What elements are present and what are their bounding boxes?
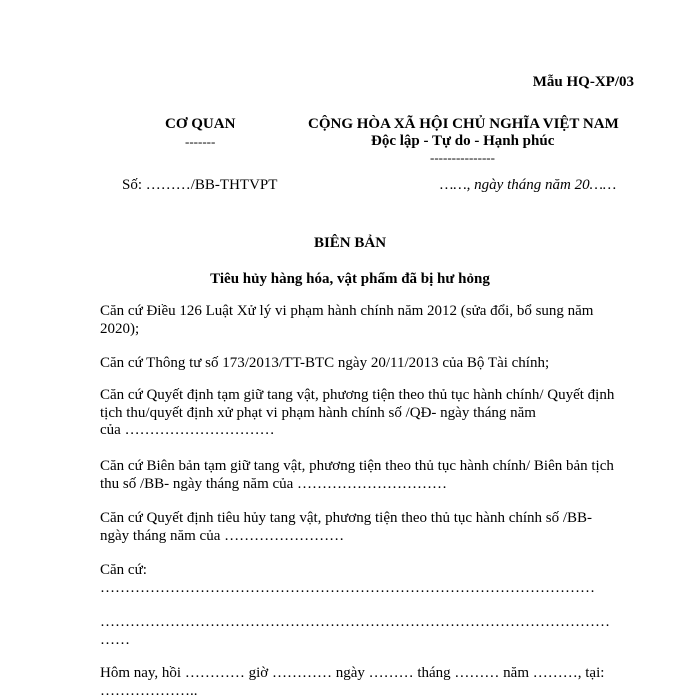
paragraph-seizure-record <box>100 458 630 493</box>
paragraph-legal-basis-circular <box>100 355 630 373</box>
text-line: Căn cứ Quyết định tạm giữ tang vật, phương tiện theo thủ tục hành chính/ Quyết định <box>100 387 615 403</box>
document-number: Số: ………/BB-THTVPT <box>122 177 278 193</box>
paragraph-seizure-decision <box>100 387 630 440</box>
document-title: BIÊN BẢN <box>313 235 387 251</box>
agency-name: CƠ QUAN <box>165 116 236 132</box>
text-line: Căn cứ Biên bản tạm giữ tang vật, phương tiện theo thủ tục hành chính/ Biên bản tịch <box>100 458 614 474</box>
document-subtitle: Tiêu hủy hàng hóa, vật phẩm đã bị hư hỏng <box>210 271 490 287</box>
text-line: tịch thu/quyết định xử phạt vi phạm hành chính số /QĐ- ngày tháng năm <box>100 404 536 421</box>
paragraph-time-place <box>100 665 630 700</box>
text-line: ngày tháng năm của …………………… <box>100 527 345 544</box>
text-line: Căn cứ: <box>100 562 147 578</box>
text-line: Hôm nay, hồi ………… giờ ………… ngày ……… tháng ……… năm ………, tại: <box>100 665 605 681</box>
text-line: 2020); <box>100 320 140 337</box>
text-line: Căn cứ Thông tư số 173/2013/TT-BTC ngày 20/11/2013 của Bộ Tài chính; <box>100 355 550 371</box>
text-line: của ………………………… <box>100 422 275 438</box>
fill-in-dots: ……………………………………………………………………………………… <box>100 579 595 596</box>
text-line: Căn cứ Điều 126 Luật Xử lý vi phạm hành chính năm 2012 (sửa đổi, bổ sung năm <box>100 303 594 319</box>
paragraph-legal-basis-law <box>100 303 630 338</box>
document-date: ……, ngày tháng năm 20…… <box>440 177 617 193</box>
fill-in-dots: ………………………………………………………………………………………… <box>100 614 610 630</box>
paragraph-other-basis <box>100 562 630 597</box>
fill-in-dots: ……………….. <box>100 682 198 699</box>
agency-separator: ------- <box>185 134 216 149</box>
text-line: thu số /BB- ngày tháng năm của ………………………… <box>100 475 448 492</box>
paragraph-destruction-decision <box>100 510 630 545</box>
motto-separator: --------------- <box>430 150 495 165</box>
text-line: Căn cứ Quyết định tiêu hủy tang vật, phương tiện theo thủ tục hành chính số /BB- <box>100 510 593 526</box>
republic-title: CỘNG HÒA XÃ HỘI CHỦ NGHĨA VIỆT NAM <box>308 116 619 132</box>
national-motto: Độc lập - Tự do - Hạnh phúc <box>371 133 555 149</box>
form-code: Mẫu HQ-XP/03 <box>532 74 634 90</box>
paragraph-other-basis-continued <box>100 614 630 649</box>
fill-in-dots: …… <box>100 631 130 648</box>
